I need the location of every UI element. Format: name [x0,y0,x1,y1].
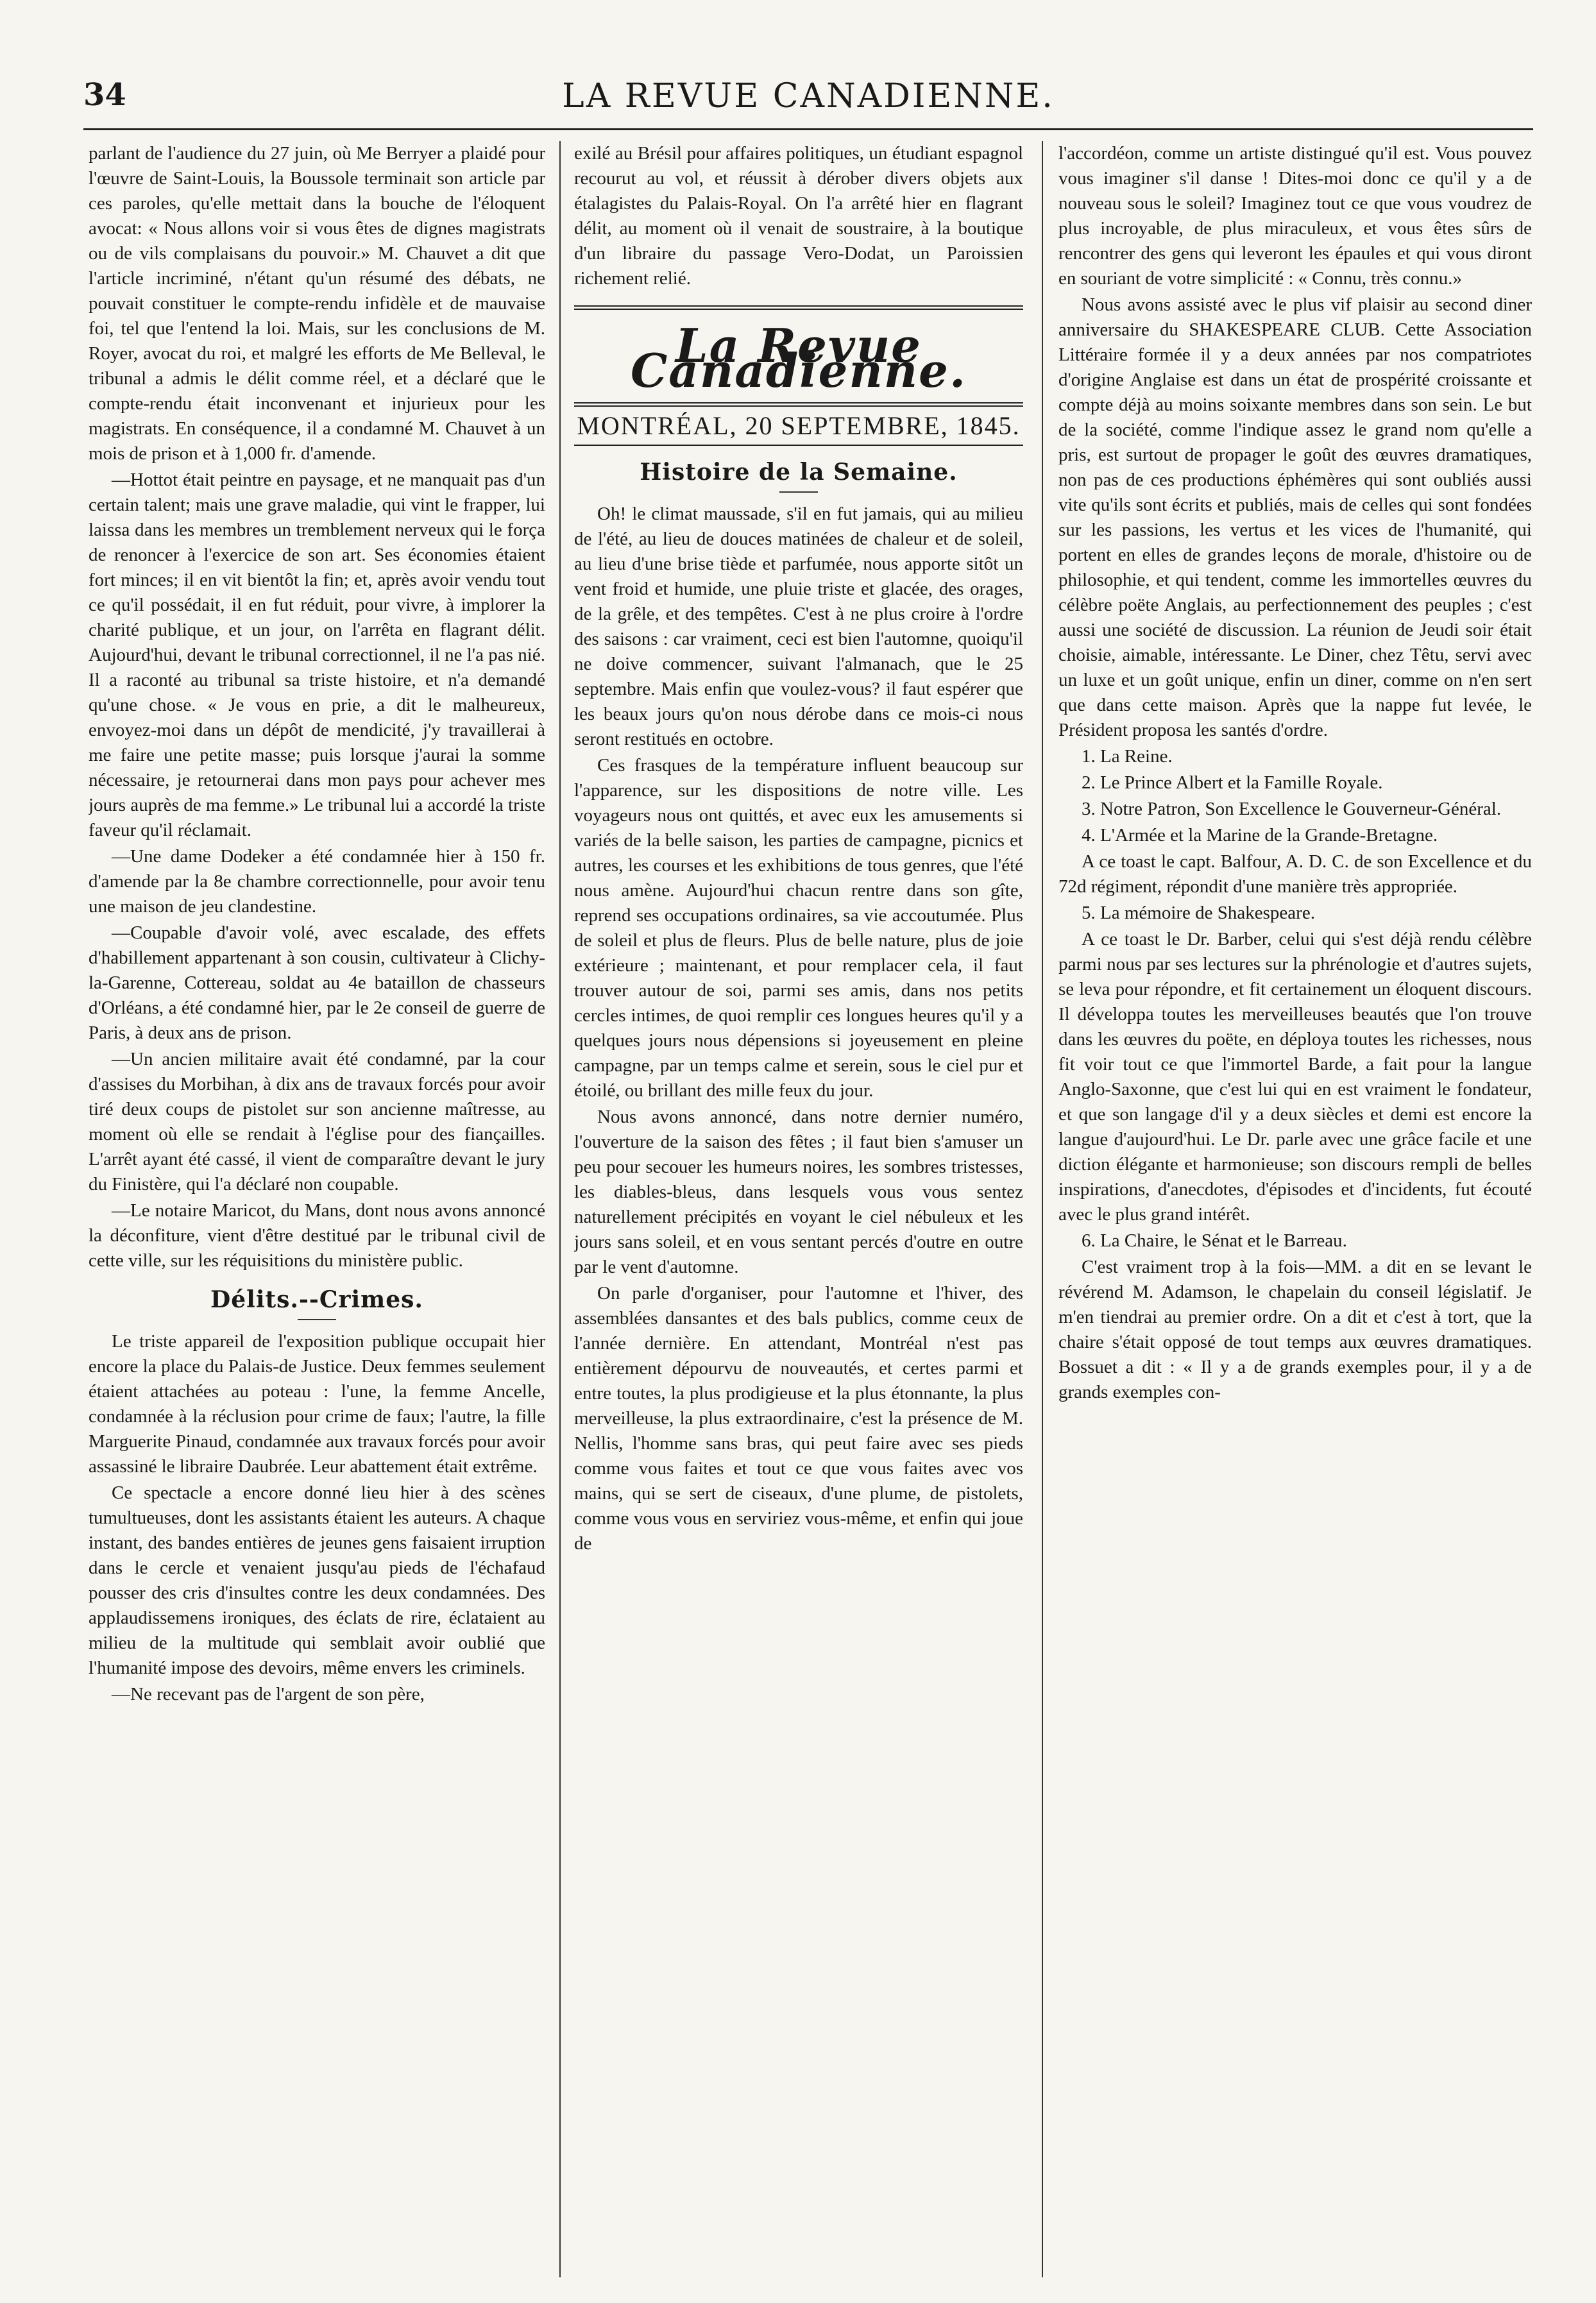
col2-paragraph: Oh! le climat maussade, s'il en fut jamais, qui au milieu de l'été, au lieu de douces matinées de chaleur et de soleil, au lieu d'une brise tiède et parfumée, nous apporte sitôt un vent froid et humide, une pluie triste et glacée, des orages, de la grêle, et des tempêtes. C'est à ne plus croire à l'ordre des saisons : car vraiment, ceci est bien l'automne, quoiqu'il ne doive commencer, suivant l'almanach, que le 25 septembre. Mais enfin que voulez-vous? il faut espérer que les beaux jours qu'on nous dérobe dans ce mois-ci nous seront restitués en octobre. [574,504,1023,749]
col1-paragraph: —Hottot était peintre en paysage, et ne manquait pas d'un certain talent; mais une grave maladie, qui vint le frapper, lui laissa dans les membres un tremblement nerveux qui le força de renoncer à l'exercice de son art. Ses économies étaient fort minces; il en vit bientôt la fin; et, après avoir vendu tout ce qu'il possédait, il en fut réduit, pour vivre, à implorer la charité publique, et un jour, on l'arrêta en flagrant délit. Aujourd'hui, devant le tribunal correctionnel, il ne l'a pas nié. Il a raconté au tribunal sa triste histoire, et n'a demandé qu'une chose. « Je vous en prie, a dit le malheureux, envoyez-moi dans un dépôt de mendicité, j'y travaillerai à me faire une petite masse; puis lorsque j'aurai la somme nécessaire, je retournerai dans mon pays pour achever mes jours auprès de ma femme.» Le tribunal lui a accordé la triste faveur qu'il réclamait. [89,470,545,840]
section-title-delits: Délits.--Crimes. [210,1286,423,1313]
toast-item: 3. Notre Patron, Son Excellence le Gouverneur-Général. [1082,799,1502,819]
header-rule [83,128,1533,130]
page-header [83,71,1533,122]
col3-paragraph: A ce toast le capt. Balfour, A. D. C. de son Excellence et du 72d régiment, répondit d'une manière très appropriée. [1058,851,1532,897]
column-divider-1 [559,141,561,2277]
column-3 [1058,141,1532,2277]
page-number: 34 [83,77,126,113]
column-1 [89,141,545,2277]
toast-item: 2. Le Prince Albert et la Famille Royale. [1082,772,1383,793]
section-title-histoire: Histoire de la Semaine. [640,459,958,486]
masthead: La Revue Canadienne. [630,318,967,398]
col1-paragraph: —Ne recevant pas de l'argent de son père, [112,1684,425,1704]
col3-paragraph: l'accordéon, comme un artiste distingué qu'il est. Vous pouvez vous imaginer s'il danse ! Dites-moi donc ce qu'il y a de nouveau sous le soleil? Imaginez tout ce que vous voudrez de plus incroyable, de plus miraculeux, et vous êtes sûrs de rencontrer des gens qui leveront les épaules et qui vous diront en souriant de votre simplicité : « Connu, très connu.» [1058,143,1532,289]
masthead-rule-bottom [574,402,1023,407]
toast-item: 5. La mémoire de Shakespeare. [1082,903,1315,923]
column-divider-2 [1042,141,1043,2277]
col3-paragraph: Nous avons assisté avec le plus vif plaisir au second diner anniversaire du SHAKESPEARE CLUB. Cette Association Littéraire formée il y a deux années par nos compatriotes d'origine Anglaise est dans un état de prospérité croissante et compte déjà au moins soixante membres dans son sein. Le but de la société, comme l'indique assez le grand nom qu'elle a pris, est surtout de propager le goût des œuvres dramatiques, non pas de ces productions éphémères qui sont oubliés aussi vite qu'ils sont écrits et publiés, mais de celles qui sont fondées sur les passions, les vertus et les vices de l'humanité, qui portent en elles de grandes leçons de morale, d'histoire ou de philosophie, et qui tendent, comme les immortelles œuvres du célèbre poëte Anglais, au perfectionnement des peuples ; c'est aussi une société de discussion. La réunion de Jeudi soir était choisie, aimable, intéressante. Le Diner, chez Têtu, servi avec un luxe et un goût unique, enfin un diner, comme on n'en sert que dans cette maison. Après que la nappe fut levée, le Président proposa les santés d'ordre. [1058,294,1532,740]
col1-paragraph: —Une dame Dodeker a été condamnée hier à 150 fr. d'amende par la 8e chambre correctionnelle, pour avoir tenu une maison de jeu clandestine. [89,846,545,917]
running-title: LA REVUE CANADIENNE. [562,77,1055,115]
col1-paragraph: Le triste appareil de l'exposition publique occupait hier encore la place du Palais-de Justice. Deux femmes seulement étaient attachées au poteau : l'une, la femme Ancelle, condamnée à la réclusion pour crime de faux; l'autre, la fille Marguerite Pinaud, condamnée aux travaux forcés pour avoir assassiné le libraire Daubrée. Leur abattement était extrême. [89,1331,545,1477]
col2-paragraph: Nous avons annoncé, dans notre dernier numéro, l'ouverture de la saison des fêtes ; il faut bien s'amuser un peu pour secouer les humeurs noires, les sombres tristesses, les diables-bleus, dans lesquels vous vous sentez naturellement précipités en voyant le ciel nébuleux et les jours sans soleil, et en vous sentant percés d'outre en outre par le vent d'automne. [574,1107,1023,1277]
col2-paragraph: exilé au Brésil pour affaires politiques, un étudiant espagnol recourut au vol, et réussit à dérober divers objets aux étalagistes du Palais-Royal. On l'a arrêté hier en flagrant délit, au moment où il venait de soustraire, à la boutique d'un libraire du passage Vero-Dodat, un Paroissien richement relié. [574,143,1023,289]
section-rule [779,491,818,493]
toast-item: 6. La Chaire, le Sénat et le Barreau. [1082,1230,1347,1251]
col2-paragraph: Ces frasques de la température influent beaucoup sur l'apparence, sur les dispositions de notre ville. Les voyageurs nous ont quittés, et avec eux les amusements si variés de la belle saison, les parties de campagne, picnics et autres, les courses et les exhibitions de tous genres, que l'été nous amène. Aujourd'hui chacun rentre dans son gîte, reprend ses occupations ordinaires, sa vie accoutumée. Plus de soleil et plus de fleurs. Plus de belle nature, plus de joie extérieure ; maintenant, et pour remplacer cela, il faut trouver autour de soi, parmi ses amis, dans nos petits cercles intimes, de quoi remplir ces longues heures qu'il y a quelques jours nous dépensions si joyeusement en pleine campagne, par un temps calme et serein, sous le ciel pur et étoilé, ou brillant des mille feux du jour. [574,755,1023,1101]
col1-paragraph: Ce spectacle a encore donné lieu hier à des scènes tumultueuses, dont les assistants étaient les auteurs. A chaque instant, des bandes entières de jeunes gens faisaient irruption dans le cercle et venaient jusqu'au pieds de l'échafaud pousser des cris d'insultes contre les deux condamnées. Des applaudissemens ironiques, des éclats de rire, éclataient au milieu de la multitude qui semblait avoir oublié que l'humanité impose des devoirs, même envers les criminels. [89,1483,545,1678]
col1-paragraph: —Coupable d'avoir volé, avec escalade, des effets d'habillement appartenant à son cousin, cultivateur à Clichy-la-Garenne, Cottereau, soldat au 4e bataillon de chasseurs d'Orléans, a été condamné hier, par le 2e conseil de guerre de Paris, à deux ans de prison. [89,922,545,1043]
toast-item: 4. L'Armée et la Marine de la Grande-Bretagne. [1082,825,1438,846]
section-rule [298,1319,336,1320]
dateline: MONTRÉAL, 20 SEPTEMBRE, 1845. [577,411,1021,440]
col3-paragraph: C'est vraiment trop à la fois—MM. a dit en se levant le révérend M. Adamson, le chapelain du conseil législatif. Je m'en tiendrai au premier ordre. On a dit et c'est à tort, que la chaire s'était opposé de tout temps aux œuvres dramatiques. Bossuet a dit : « Il y a de grands exemples pour, il y a de grands exemples con- [1058,1257,1532,1402]
masthead-rule-top [574,305,1023,310]
column-2 [574,141,1023,2277]
col2-paragraph: On parle d'organiser, pour l'automne et l'hiver, des assemblées dansantes et des bals publics, comme ceux de l'année dernière. En attendant, Montréal n'est pas entièrement dépourvu de nouveautés, et certes parmi et entre toutes, la plus prodigieuse et la plus étonnante, la plus merveilleuse, la plus extraordinaire, c'est la présence de M. Nellis, l'homme sans bras, qui peut faire avec ses pieds comme vous faites et tout ce que vous faites avec vos mains, qui se sert de ciseaux, d'une plume, de pistolets, comme vous vous en serviriez vous-même, et enfin qui joue de [574,1283,1023,1554]
col1-paragraph: —Un ancien militaire avait été condamné, par la cour d'assises du Morbihan, à dix ans de travaux forcés pour avoir tiré deux coups de pistolet sur son ancienne maîtresse, au moment où elle se rendait à l'église pour des fiançailles. L'arrêt ayant été cassé, il vient de comparaître devant le jury du Finistère, qui l'a déclaré non coupable. [89,1049,545,1194]
dateline-rule [574,445,1023,446]
col1-paragraph: —Le notaire Maricot, du Mans, dont nous avons annoncé la déconfiture, vient d'être destitué par le tribunal civil de cette ville, sur les réquisitions du ministère public. [89,1200,545,1271]
col3-paragraph: A ce toast le Dr. Barber, celui qui s'est déjà rendu célèbre parmi nous par ses lectures sur la phrénologie et d'autres sujets, se leva pour répondre, et fit certainement un éloquent discours. Il développa toutes les merveilleuses beautés que l'on trouve dans les œuvres du poëte, en déploya toutes les richesses, nous fit voir tout ce que l'immortel Barde, a fait pour la langue Anglo-Saxonne, que c'est lui qui en est vraiment le fondateur, et que son langage d'il y a deux siècles et demi est encore la langue d'aujourd'hui. Le Dr. parle avec une grâce facile et une diction élégante et harmonieuse; son discours rempli de belles inspirations, d'anecdotes, d'épisodes et d'incidents, fut écouté avec le plus grand intérêt. [1058,929,1532,1225]
col1-paragraph: parlant de l'audience du 27 juin, où Me Berryer a plaidé pour l'œuvre de Saint-Louis, la Boussole terminait son article par ces paroles, qu'elle mettait dans la bouche de l'éloquent avocat: « Nous allons voir si vous êtes de dignes magistrats ou de vils complaisans du pouvoir.» M. Chauvet a dit que l'article incriminé, n'étant qu'un résumé des débats, ne pouvait constituer le compte-rendu infidèle et de mauvaise foi, tel que l'entend la loi. Mais, sur les conclusions de M. Royer, avocat du roi, et malgré les efforts de Me Belleval, le tribunal a admis le délit comme réel, et a déclaré que le compte-rendu était inconvenant et injurieux pour les magistrats. En conséquence, il a condamné M. Chauvet à un mois de prison et à 1,000 fr. d'amende. [89,143,545,464]
masthead-block [574,305,1023,446]
toast-item: 1. La Reine. [1082,746,1173,767]
